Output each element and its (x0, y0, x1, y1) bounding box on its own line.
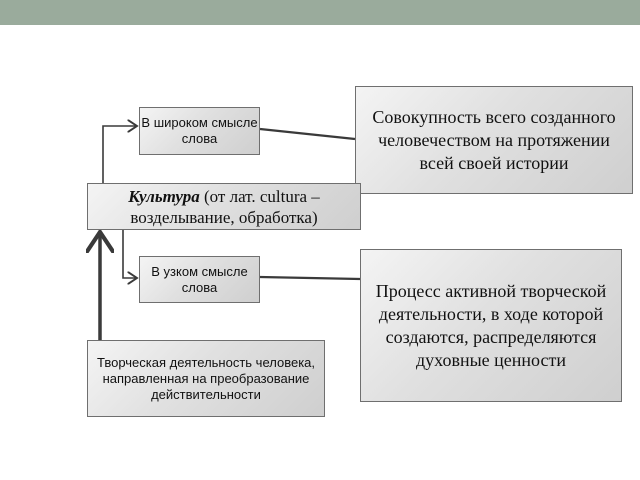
broad-sense-label: В широком смысле слова (141, 115, 258, 146)
narrow-sense-label-box (139, 256, 260, 303)
culture-to-broad-arrow (103, 126, 137, 183)
narrow-sense-definition: Процесс активной творческой деятельности, в ходе которой создаются, распределяются духовные ценности (375, 280, 607, 370)
creative-activity-box (87, 340, 325, 417)
broad-sense-definition: Совокупность всего созданного человечеством на протяжении всей своей истории (372, 106, 616, 173)
broad-sense-label-box (139, 107, 260, 155)
narrow-sense-definition-box (360, 249, 622, 402)
culture-term: Культура (128, 186, 200, 206)
narrow-label-to-definition-line (260, 277, 360, 279)
narrow-sense-label: В узком смысле слова (151, 263, 248, 295)
broad-label-to-definition-line (260, 129, 355, 139)
culture-text (92, 186, 356, 228)
broad-sense-definition-box (355, 86, 633, 194)
culture-to-narrow-arrow (123, 230, 137, 278)
creative-activity-text: Творческая деятельность человека, направленная на преобразование действительности (96, 354, 316, 402)
culture-etymology: (от лат. cultura – возделывание, обработка) (130, 186, 320, 227)
culture-definition-box (87, 183, 361, 230)
